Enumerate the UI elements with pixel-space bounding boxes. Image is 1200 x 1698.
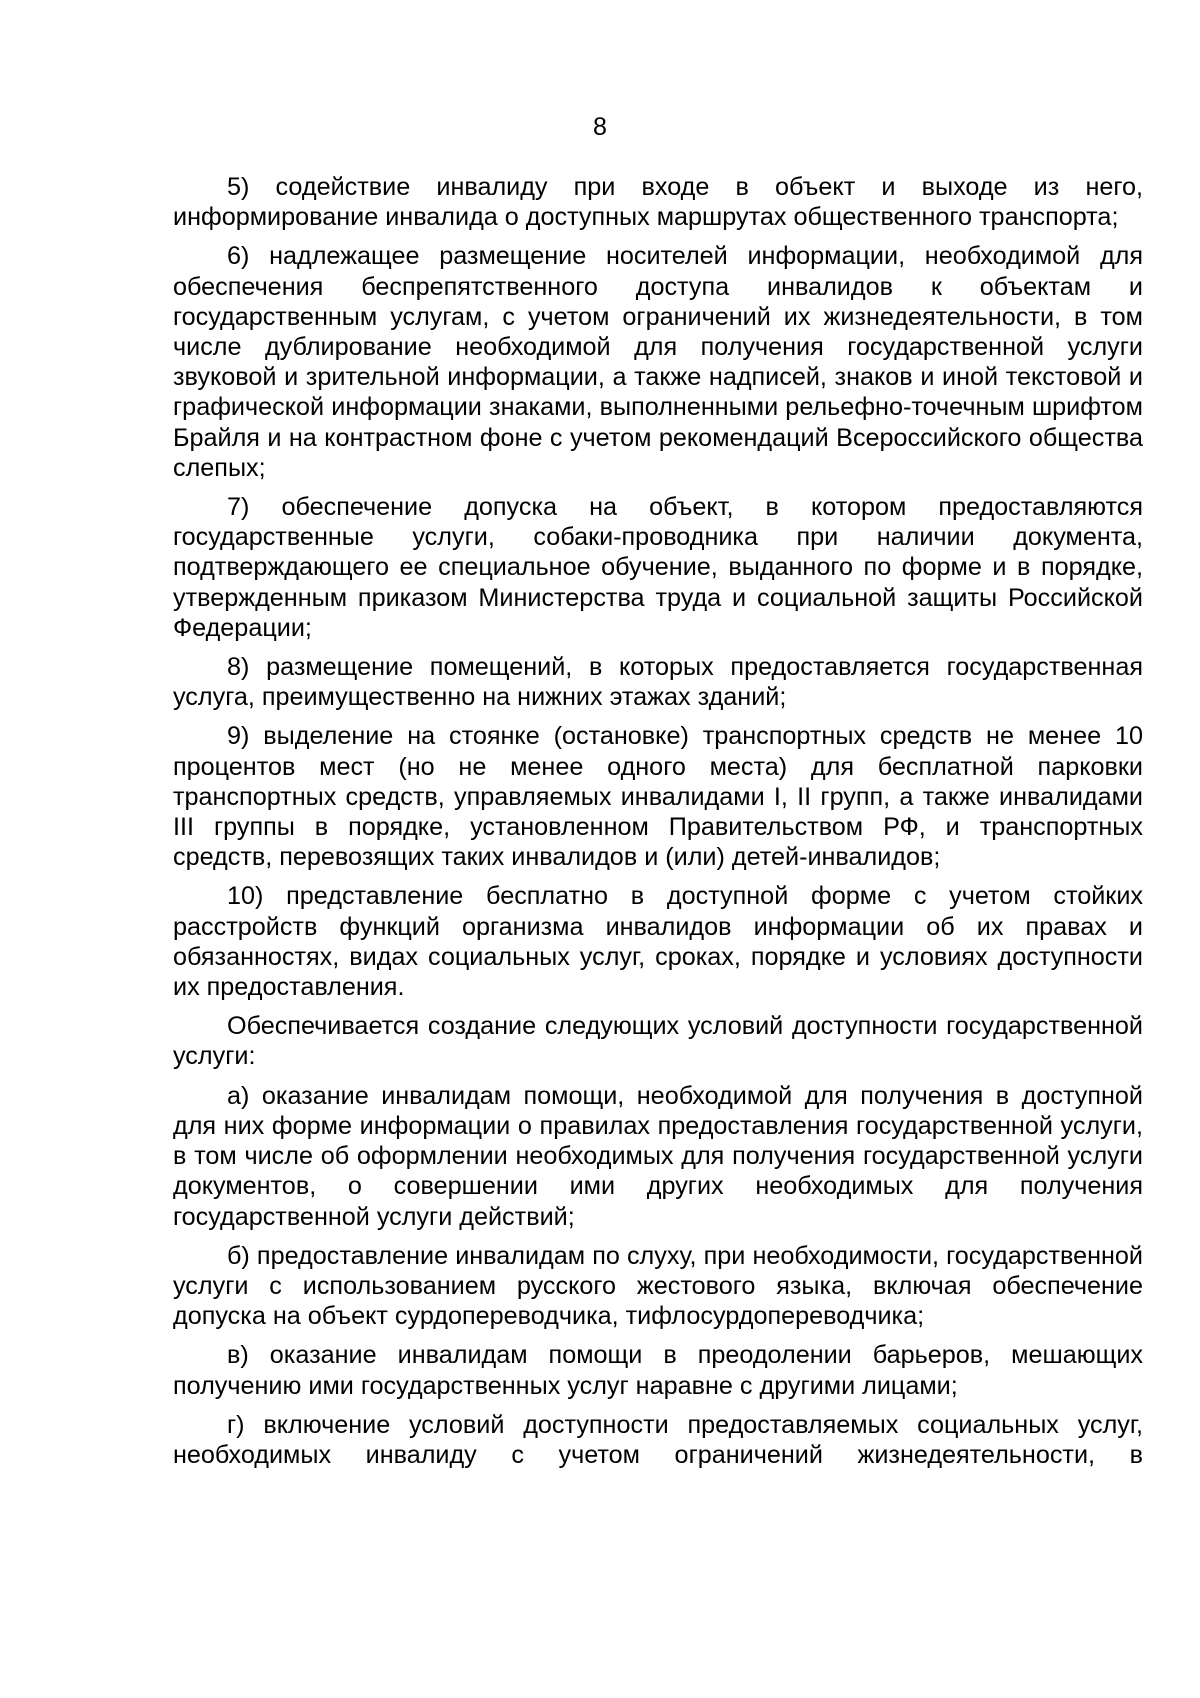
paragraph-item-10: 10) представление бесплатно в доступной форме с учетом стойких расстройств функций организма инвалидов информации об их правах и обязанностях, видах социальных услуг, сроках, порядке и условиях доступности их предоставления. [173, 882, 1143, 1002]
paragraph-item-9: 9) выделение на стоянке (остановке) транспортных средств не менее 10 процентов мест (но не менее одного места) для бесплатной парковки транспортных средств, управляемых инвалидами I, II групп, а также инвалидами III группы в порядке, установленном Правительством РФ, и транспортных средств, перевозящих таких инвалидов и (или) детей-инвалидов; [173, 722, 1143, 872]
paragraph-item-6: 6) надлежащее размещение носителей информации, необходимой для обеспечения беспрепятственного доступа инвалидов к объектам и государственным услугам, с учетом ограничений их жизнедеятельности, в том числе дублирование необходимой для получения государственной услуги звуковой и зрительной информации, а также надписей, знаков и иной текстовой и графической информации знаками, выполненными рельефно-точечным шрифтом Брайля и на контрастном фоне с учетом рекомендаций Всероссийского общества слепых; [173, 242, 1143, 482]
paragraph-item-a: а) оказание инвалидам помощи, необходимой для получения в доступной для них форме информации о правилах предоставления государственной услуги, в том числе об оформлении необходимых для получения государственной услуги документов, о совершении ими других необходимых для получения государственной услуги действий; [173, 1081, 1143, 1231]
paragraph-item-v: в) оказание инвалидам помощи в преодолении барьеров, мешающих получению ими государственных услуг наравне с другими лицами; [173, 1341, 1143, 1400]
document-body [173, 172, 1143, 1470]
paragraph-item-b: б) предоставление инвалидам по слуху, при необходимости, государственной услуги с использованием русского жестового языка, включая обеспечение допуска на объект сурдопереводчика, тифлосурдопереводчика; [173, 1241, 1143, 1331]
paragraph-item-7: 7) обеспечение допуска на объект, в котором предоставляются государственные услуги, собаки-проводника при наличии документа, подтверждающего ее специальное обучение, выданного по форме и в порядке, утвержденным приказом Министерства труда и социальной защиты Российской Федерации; [173, 493, 1143, 642]
paragraph-conditions-intro: Обеспечивается создание следующих условий доступности государственной услуги: [173, 1012, 1143, 1071]
paragraph-item-5: 5) содействие инвалиду при входе в объект и выходе из него, информирование инвалида о доступных маршрутах общественного транспорта; [173, 173, 1143, 232]
page-number: 8 [593, 113, 607, 141]
paragraph-item-8: 8) размещение помещений, в которых предоставляется государственная услуга, преимущественно на нижних этажах зданий; [173, 653, 1143, 712]
paragraph-item-g: г) включение условий доступности предоставляемых социальных услуг, необходимых инвалиду с учетом ограничений жизнедеятельности, в [173, 1410, 1143, 1469]
